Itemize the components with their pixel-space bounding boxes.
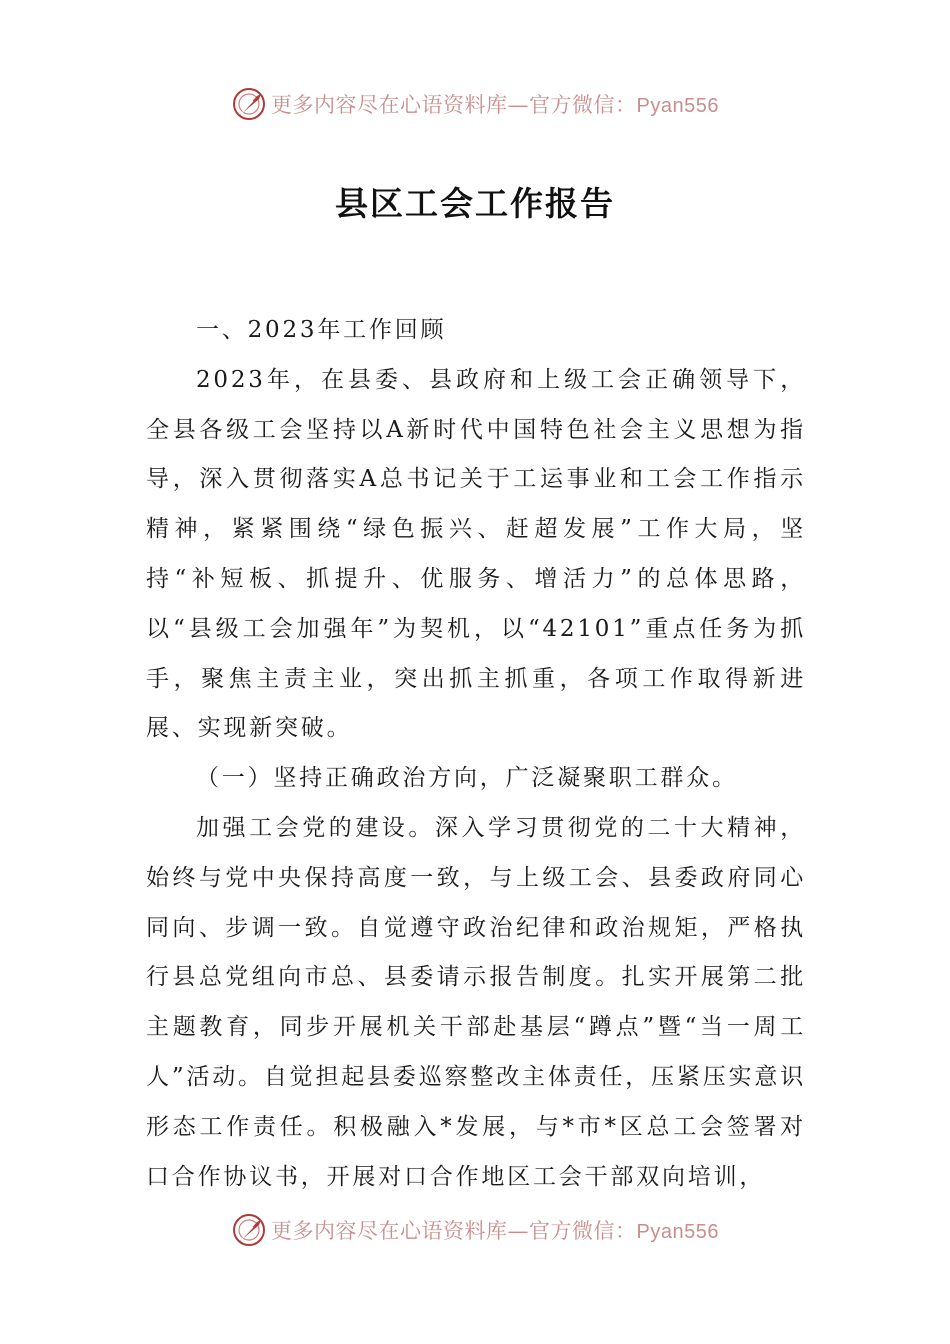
watermark-banner-bottom [0, 1210, 950, 1250]
watermark-text: 更多内容尽在心语资料库—官方微信：Pyan556 [271, 1219, 719, 1243]
paragraph: 2023年，在县委、县政府和上级工会正确领导下，全县各级工会坚持以A新时代中国特色社会主义思想为指导，深入贯彻落实A总书记关于工运事业和工会工作指示精神，紧紧围绕“绿色振兴、赶超发展”工作大局，坚持“补短板、抓提升、优服务、增活力”的总体思路，以“县级工会加强年”为契机，以“42101”重点任务为抓手，聚焦主责主业，突出抓主抓重，各项工作取得新进展、实现新突破。 [146, 366, 806, 742]
document-body [146, 306, 806, 1202]
watermark-text: 更多内容尽在心语资料库—官方微信：Pyan556 [271, 93, 719, 117]
paragraph: 加强工会党的建设。深入学习贯彻党的二十大精神，始终与党中央保持高度一致，与上级工会、县委政府同心同向、步调一致。自觉遵守政治纪律和政治规矩，严格执行县总党组向市总、县委请示报告制度。扎实开展第二批主题教育，同步开展机关干部赴基层“蹲点”暨“当一周工人”活动。自觉担起县委巡察整改主体责任，压紧压实意识形态工作责任。积极融入*发展，与*市*区总工会签署对口合作协议书，开展对口合作地区工会干部双向培训， [146, 814, 806, 1190]
watermark-banner-top [0, 84, 950, 124]
subsection-heading: （一）坚持正确政治方向，广泛凝聚职工群众。 [196, 765, 738, 792]
quill-logo-icon [231, 1212, 267, 1248]
quill-logo-icon [231, 86, 267, 122]
document-title: 县区工会工作报告 [335, 184, 615, 223]
section-heading: 一、2023年工作回顾 [196, 317, 447, 343]
